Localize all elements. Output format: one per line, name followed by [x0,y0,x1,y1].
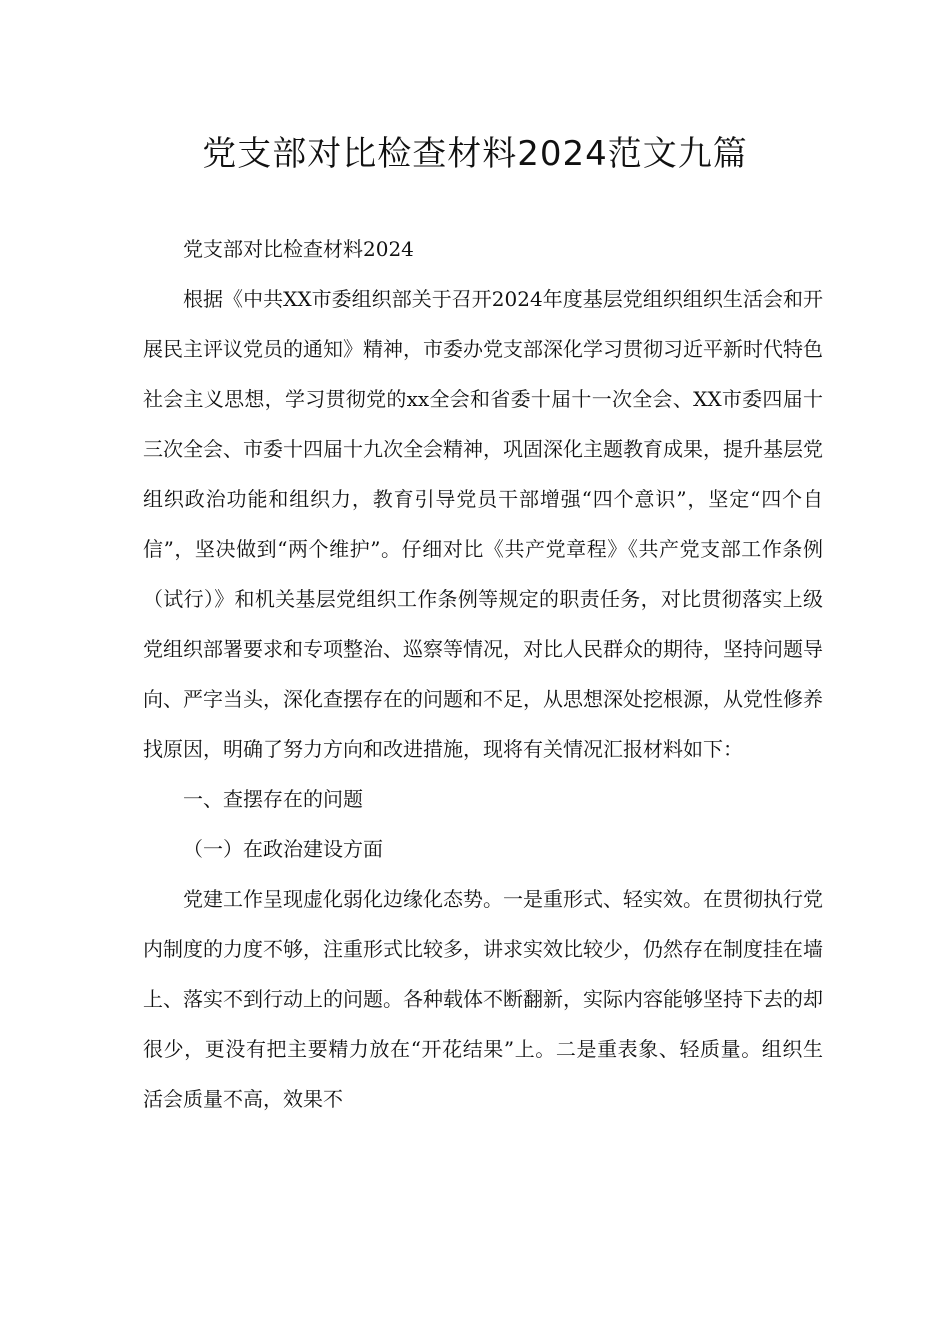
body-paragraph: 党建工作呈现虚化弱化边缘化态势。一是重形式、轻实效。在贯彻执行党内制度的力度不够，注重形式比较多，讲求实效比较少，仍然存在制度挂在墙上、落实不到行动上的问题。各种载体不断翻新，实际内容能够坚持下去的却很少，更没有把主要精力放在“开花结果”上。二是重表象、轻质量。组织生活会质量不高，效果不 [143,887,823,1111]
subsection-heading: （一）在政治建设方面 [183,837,383,861]
section-heading: 一、查摆存在的问题 [183,787,363,811]
document-title: 党支部对比检查材料2024范文九篇 [202,134,748,174]
subtitle-paragraph: 党支部对比检查材料2024 [183,237,414,261]
document-body [143,224,823,1124]
intro-paragraph: 根据《中共XX市委组织部关于召开2024年度基层党组织组织生活会和开展民主评议党员的通知》精神，市委办党支部深化学习贯彻习近平新时代特色社会主义思想，学习贯彻党的xx全会和省委十届十一次全会、XX市委四届十三次全会、市委十四届十九次全会精神，巩固深化主题教育成果，提升基层党组织政治功能和组织力，教育引导党员干部增强“四个意识”，坚定“四个自信”，坚决做到“两个维护”。仔细对比《共产党章程》《共产党支部工作条例（试行）》和机关基层党组织工作条例等规定的职责任务，对比贯彻落实上级党组织部署要求和专项整治、巡察等情况，对比人民群众的期待，坚持问题导向、严字当头，深化查摆存在的问题和不足，从思想深处挖根源，从党性修养找原因，明确了努力方向和改进措施，现将有关情况汇报材料如下： [143,287,823,761]
